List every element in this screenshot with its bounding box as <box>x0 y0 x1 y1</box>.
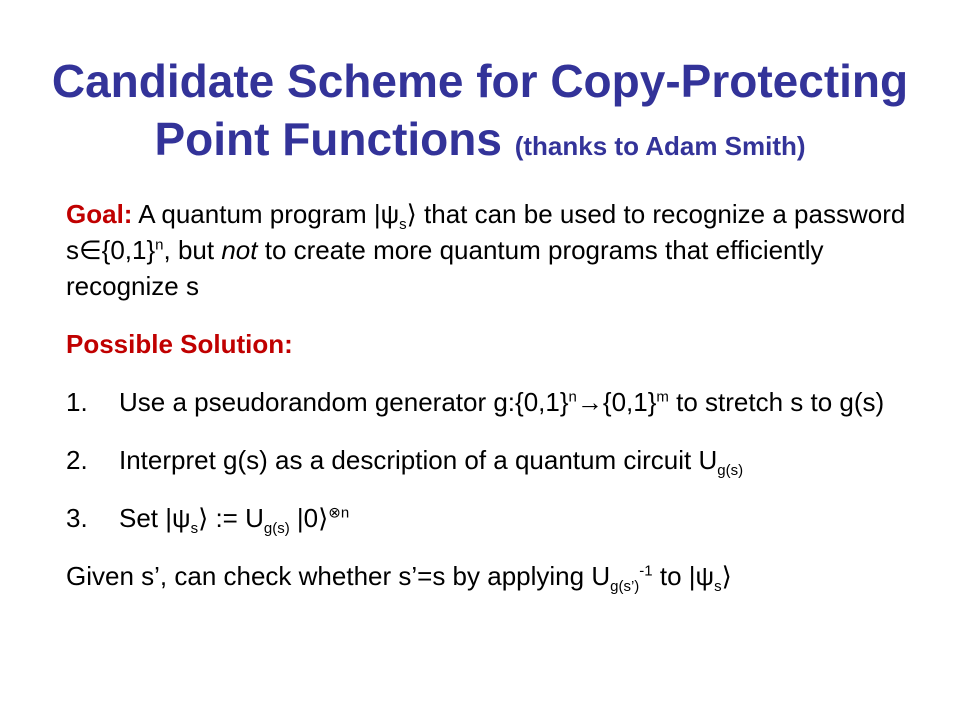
step-1-text-b: to stretch s to g(s) <box>668 387 885 417</box>
given-text-b: to | <box>652 561 696 591</box>
goal-text-d: to create more quantum programs that efficiently recognize s <box>66 235 824 301</box>
solution-label: Possible Solution: <box>66 329 293 359</box>
goal-text-a: A quantum program | <box>138 199 381 229</box>
element-of-symbol: ∈ <box>79 235 102 265</box>
goal-text-c: , but <box>163 235 222 265</box>
inverse-exponent: -1 <box>639 562 653 580</box>
title-line-2 <box>0 110 960 175</box>
psi-subscript: s <box>399 216 407 234</box>
step-2-number: 2. <box>66 445 88 475</box>
psi-symbol: ψ <box>172 503 191 533</box>
arrow-icon: → <box>576 387 603 417</box>
step-1-text-a: Use a pseudorandom generator g: <box>119 387 516 417</box>
step-1-number: 1. <box>66 387 88 417</box>
title-main: Point Functions <box>154 113 502 165</box>
slide-title <box>0 52 960 175</box>
goal-paragraph <box>66 196 906 304</box>
step-3-text-c: |0 <box>289 503 319 533</box>
solution-step-2 <box>66 442 906 478</box>
tensor-exponent-n: n <box>340 504 350 522</box>
tensor-symbol: ⊗ <box>328 504 341 522</box>
step-2-text: Interpret g(s) as a description of a quantum circuit U <box>119 445 718 475</box>
title-line-1: Candidate Scheme for Copy-Protecting <box>51 55 909 107</box>
step-3-text-b: := U <box>208 503 264 533</box>
inverse-subscript: g(s’) <box>610 578 640 596</box>
step-3-number: 3. <box>66 503 88 533</box>
given-paragraph <box>66 558 906 594</box>
set-exponent-n: n <box>155 236 164 254</box>
slide-body <box>66 196 906 594</box>
given-text-a: Given s’, can check whether s’=s by applying U <box>66 561 611 591</box>
exponent-n: n <box>568 388 577 406</box>
ket-close: ⟩ <box>406 199 417 229</box>
ket-close: ⟩ <box>721 561 732 591</box>
set-01: {0,1} <box>602 387 657 417</box>
psi-symbol: ψ <box>380 199 400 229</box>
step-3-text-a: Set | <box>119 503 173 533</box>
solution-step-1 <box>66 384 906 420</box>
psi-subscript: s <box>190 520 199 538</box>
goal-emphasis-not: not <box>221 235 258 265</box>
ket-close: ⟩ <box>198 503 209 533</box>
psi-subscript: s <box>714 578 722 596</box>
title-credit: (thanks to Adam Smith) <box>514 131 806 161</box>
ket-close: ⟩ <box>318 503 329 533</box>
set-01: {0,1} <box>515 387 569 417</box>
psi-symbol: ψ <box>695 561 715 591</box>
goal-text-b: that can be used to recognize a password s <box>66 199 906 265</box>
set-01: {0,1} <box>101 235 156 265</box>
circuit-subscript: g(s) <box>263 520 290 538</box>
goal-label: Goal: <box>66 199 133 229</box>
exponent-m: m <box>656 388 669 406</box>
solution-step-3 <box>66 500 906 536</box>
circuit-subscript: g(s) <box>717 462 744 480</box>
